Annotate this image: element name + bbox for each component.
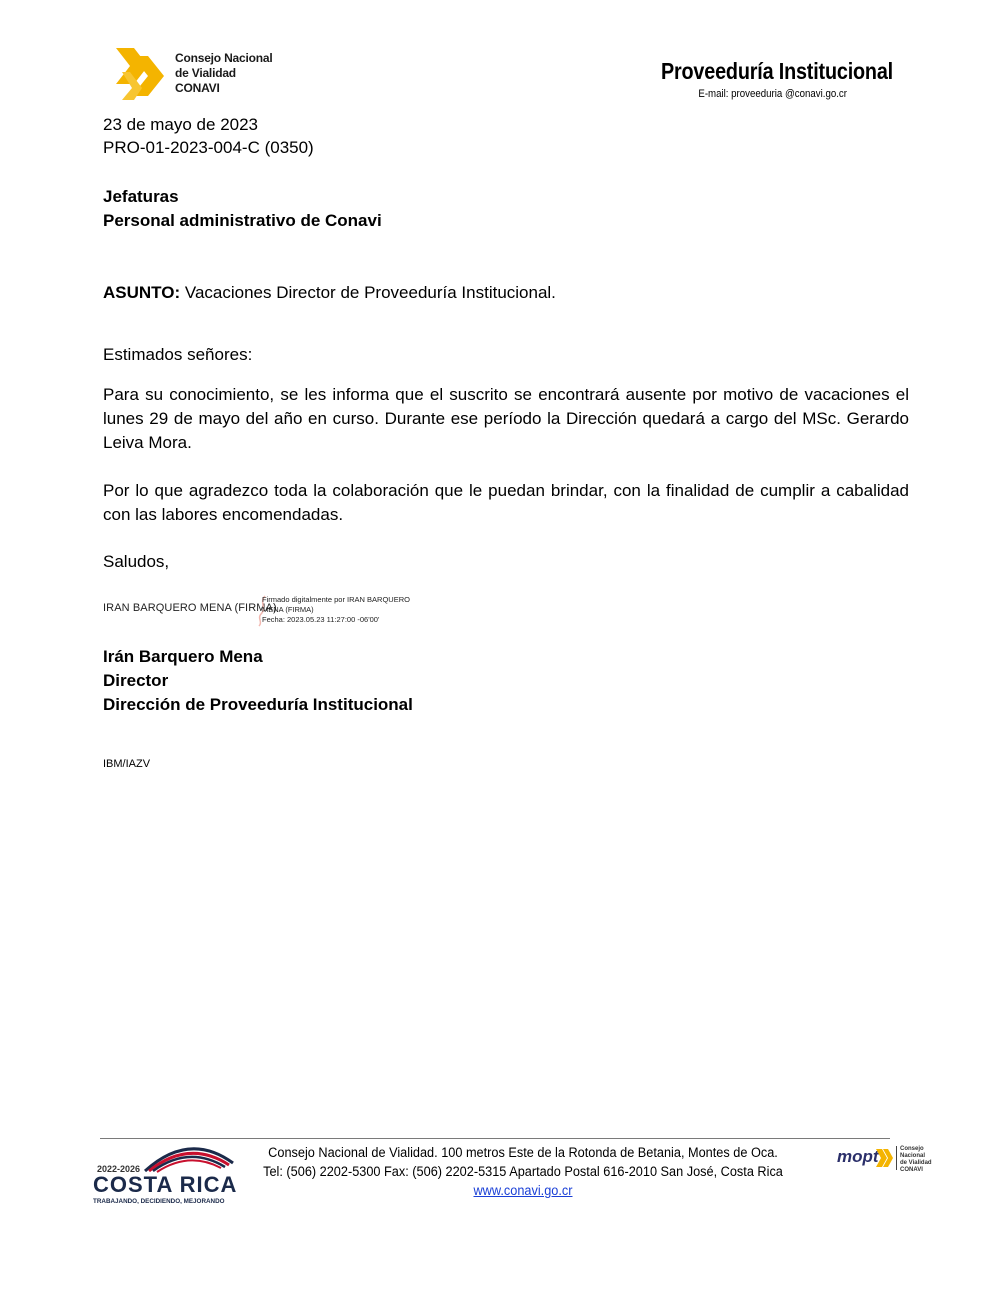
initials: IBM/IAZV (103, 758, 151, 770)
costa-rica-years: 2022-2026 (97, 1164, 141, 1174)
conavi-logo-text (175, 51, 273, 96)
conavi-chevron-icon (112, 44, 172, 104)
signer-title: Director (103, 671, 169, 690)
mopt-separator (896, 1146, 897, 1170)
body-paragraph-1: Para su conocimiento, se les informa que el suscrito se encontrará ausente por motivo de vacaciones el lunes 29 de mayo del año en curso. Durante ese período la Dirección quedará a cargo del MSc. Gerardo Leiva Mora. (103, 385, 909, 452)
signature-date: Fecha: 2023.05.23 11:27:00 -06'00' (262, 615, 380, 624)
mopt-chevron-icon (875, 1147, 893, 1169)
costa-rica-name: COSTA RICA (93, 1172, 238, 1197)
subject-line (103, 281, 556, 305)
mopt-org-text (900, 1146, 947, 1174)
signer-name: Irán Barquero Mena (103, 647, 263, 666)
logo-line-3: CONAVI (175, 81, 220, 95)
closing: Saludos, (103, 552, 170, 571)
mopt-org-line-3: CONAVI (900, 1167, 923, 1173)
greeting: Estimados señores: (103, 345, 253, 364)
costa-rica-slogan: TRABAJANDO, DECIDIENDO, MEJORANDO (93, 1198, 225, 1205)
body-paragraph-2: Por lo que agradezco toda la colaboración que le puedan brindar, con la finalidad de cumplir a cabalidad con las labores encomendadas. (103, 481, 909, 524)
signature-signer-field: IRAN BARQUERO MENA (FIRMA) (103, 602, 277, 614)
subject-text: Vacaciones Director de Proveeduría Institucional. (180, 283, 556, 302)
signer-unit: Dirección de Proveeduría Institucional (103, 695, 413, 714)
subject-label: ASUNTO: (103, 283, 181, 302)
logo-line-2: de Vialidad (175, 66, 236, 80)
footer-line-1: Consejo Nacional de Vialidad. 100 metros Este de la Rotonda de Betania, Montes de Oca. (268, 1145, 778, 1160)
costa-rica-logo (93, 1137, 238, 1209)
letter-reference: PRO-01-2023-004-C (0350) (103, 138, 314, 157)
footer-line-2: Tel: (506) 2202-5300 Fax: (506) 2202-5315 Apartado Postal 616-2010 San José, Costa Rica (263, 1164, 783, 1179)
department-email: E-mail: proveeduria @conavi.go.cr (698, 88, 847, 100)
mopt-logo (837, 1145, 947, 1175)
conavi-logo (112, 44, 302, 104)
department-title: Proveeduría Institucional (660, 58, 893, 84)
footer-address (254, 1143, 792, 1200)
signature-details (262, 595, 432, 625)
signature-signed-by-2: MENA (FIRMA) (262, 605, 314, 614)
letter-date: 23 de mayo de 2023 (103, 115, 259, 134)
footer-website-link[interactable]: www.conavi.go.cr (473, 1183, 573, 1198)
recipient-line-1: Jefaturas (103, 187, 179, 206)
mopt-word: mopt (837, 1147, 879, 1166)
mopt-org-line-2: de Vialidad (900, 1160, 932, 1166)
mopt-org-line-1: Consejo Nacional (900, 1146, 926, 1159)
signature-signed-by-1: Firmado digitalmente por IRAN BARQUERO (262, 595, 410, 604)
recipient-line-2: Personal administrativo de Conavi (103, 211, 382, 230)
logo-line-1: Consejo Nacional (175, 51, 273, 65)
